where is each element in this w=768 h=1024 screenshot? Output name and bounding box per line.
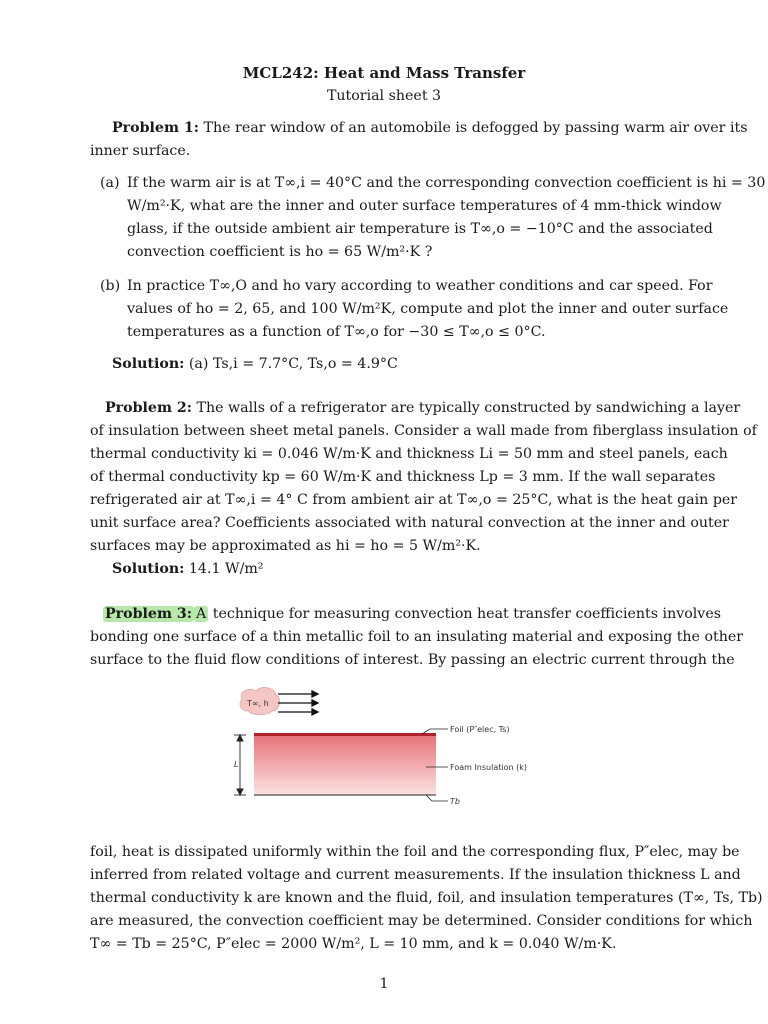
- problem-2-solution: [112, 560, 264, 578]
- problem-1a-line: W/m²·K, what are the inner and outer surface temperatures of 4 mm-thick window: [127, 198, 722, 214]
- problem-2-line: unit surface area? Coefficients associated with natural convection at the inner and outer: [90, 515, 729, 531]
- problem-1b-line: values of ho = 2, 65, and 100 W/m²K, compute and plot the inner and outer surface: [127, 301, 729, 317]
- problem-3-first-line: [103, 605, 721, 623]
- problem-2-line: of thermal conductivity kp = 60 W/m·K and thickness Lp = 3 mm. If the wall separates: [90, 469, 716, 485]
- solution-text: 14.1 W/m²: [188, 561, 264, 577]
- solution-text: (a) Ts,i = 7.7°C, Ts,o = 4.9°C: [188, 356, 398, 372]
- problem-2-first-line: [105, 399, 740, 417]
- problem-1-label: Problem 1:: [112, 120, 200, 136]
- problem-3-label: Problem 3:: [105, 606, 193, 622]
- fluid-label: T∞, h: [247, 699, 269, 708]
- solution-label: Solution:: [112, 561, 185, 577]
- highlighted-word: A: [196, 606, 207, 622]
- problem-3-line: inferred from related voltage and current measurements. If the insulation thickness L and: [90, 867, 741, 883]
- problem-2-line: of insulation between sheet metal panels. Consider a wall made from fiberglass insulation of: [90, 423, 757, 439]
- figure-svg: [232, 683, 532, 821]
- problem-1b-line: temperatures as a function of T∞,o for −30 ≤ T∞,o ≤ 0°C.: [127, 324, 546, 340]
- problem-1b-marker: (b): [100, 278, 121, 294]
- page-title: MCL242: Heat and Mass Transfer: [242, 64, 526, 82]
- problem-2-line: The walls of a refrigerator are typically constructed by sandwiching a layer: [196, 400, 741, 416]
- thickness-label: L: [234, 760, 239, 769]
- problem-1-intro-line: The rear window of an automobile is defogged by passing warm air over its: [203, 120, 748, 136]
- foil-insulation-figure: [232, 683, 532, 821]
- problem-1a-line: convection coefficient is ho = 65 W/m²·K ?: [127, 244, 433, 260]
- problem-1a-marker: (a): [100, 175, 120, 191]
- foil-label: Foil (P″elec, Ts): [450, 725, 510, 734]
- problem-2-label: Problem 2:: [105, 400, 193, 416]
- problem-3-line: surface to the fluid flow conditions of interest. By passing an electric current through the: [90, 652, 735, 668]
- page-subtitle: Tutorial sheet 3: [326, 88, 442, 104]
- insulation-label: Foam Insulation (k): [450, 763, 527, 772]
- problem-2-line: refrigerated air at T∞,i = 4° C from ambient air at T∞,o = 25°C, what is the heat gain per: [90, 492, 738, 508]
- problem-2-line: thermal conductivity ki = 0.046 W/m·K and thickness Li = 50 mm and steel panels, each: [90, 446, 728, 462]
- problem-2-line: surfaces may be approximated as hi = ho = 5 W/m²·K.: [90, 538, 481, 554]
- problem-3-line: bonding one surface of a thin metallic foil to an insulating material and exposing the other: [90, 629, 744, 645]
- flow-arrows: [278, 691, 318, 715]
- problem-3-line: foil, heat is dissipated uniformly within the foil and the corresponding flux, P″elec, may be: [90, 844, 740, 860]
- problem-1a-line: If the warm air is at T∞,i = 40°C and the corresponding convection coefficient is hi = 30: [127, 175, 766, 191]
- base-temperature-label: Tb: [450, 797, 460, 806]
- problem-3-line: thermal conductivity k are known and the fluid, foil, and insulation temperatures (T∞, Ts, Tb): [90, 890, 763, 906]
- problem-1-first-line: [112, 119, 748, 137]
- problem-3-line: T∞ = Tb = 25°C, P″elec = 2000 W/m², L = 10 mm, and k = 0.040 W/m·K.: [90, 936, 617, 952]
- problem-3-line: technique for measuring convection heat transfer coefficients involves: [212, 606, 722, 622]
- problem-3-line: are measured, the convection coefficient may be determined. Consider conditions for which: [90, 913, 753, 929]
- problem-1-solution: [112, 355, 398, 373]
- page-number: 1: [379, 976, 389, 992]
- problem-1a-line: glass, if the outside ambient air temperature is T∞,o = −10°C and the associated: [127, 221, 713, 237]
- solution-label: Solution:: [112, 356, 185, 372]
- problem-1b-line: In practice T∞,O and ho vary according to weather conditions and car speed. For: [127, 278, 713, 294]
- foil-layer: [254, 733, 436, 736]
- problem-1-intro-line: inner surface.: [90, 143, 191, 159]
- foam-insulation-block: [254, 735, 436, 795]
